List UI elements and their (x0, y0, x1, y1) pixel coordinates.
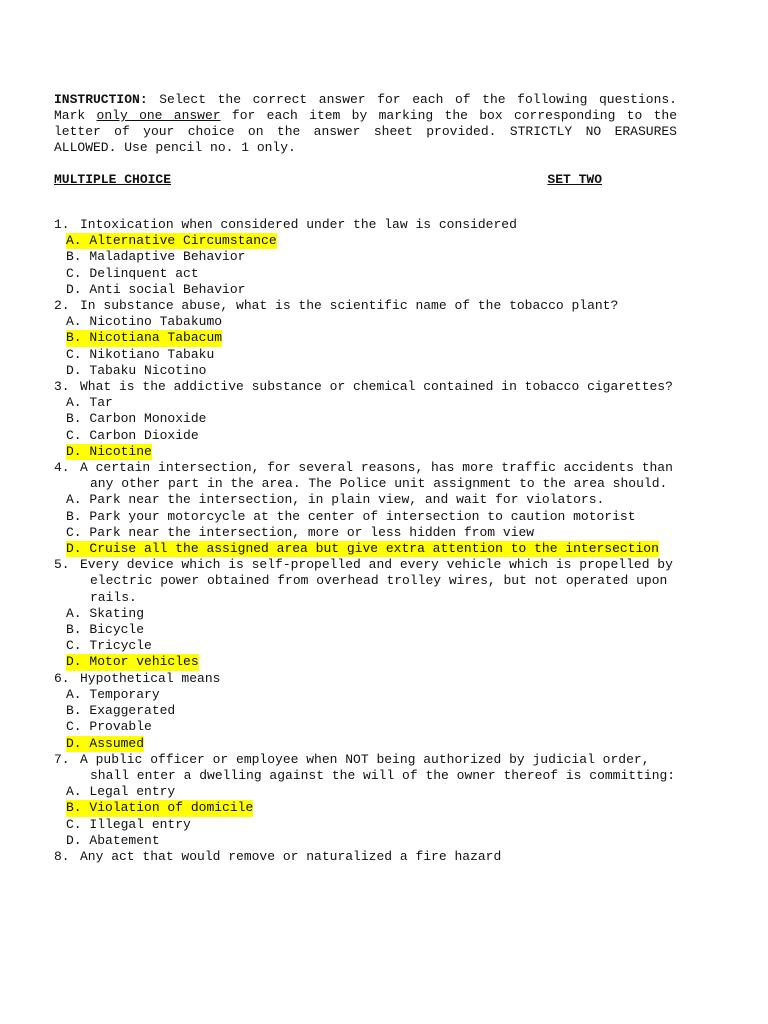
answer-choice-highlighted (66, 444, 666, 460)
answer-text: Tricycle (89, 638, 152, 654)
answer-letter: B. (66, 249, 82, 265)
answer-choice (66, 784, 666, 800)
answer-text: Delinquent act (89, 265, 199, 281)
answer-text: Bicycle (89, 622, 145, 638)
answer-text: Legal entry (89, 784, 176, 800)
answer-choice-content (66, 719, 152, 735)
answer-letter: D. (66, 735, 82, 751)
answer-letter: B. (66, 330, 82, 346)
question-row (54, 557, 694, 606)
answer-choice-highlighted (66, 654, 666, 670)
question-list (54, 217, 694, 865)
question-item (54, 460, 694, 557)
answer-choice-highlighted (66, 233, 666, 249)
answer-choice-content (66, 654, 199, 670)
answer-choice-content (66, 282, 245, 298)
answer-choice-content (66, 395, 113, 411)
question-number: 3. (54, 379, 70, 395)
answer-choice-content (66, 249, 245, 265)
answer-letter: C. (66, 524, 82, 540)
instruction-text-before: Select the correct answer for each of the following questions. Mark (54, 92, 677, 123)
answer-text: Carbon Dioxide (89, 427, 199, 443)
answer-text: Abatement (89, 832, 160, 848)
question-item (54, 849, 694, 865)
answer-letter: C. (66, 265, 82, 281)
answer-letter: D. (66, 281, 82, 297)
answer-choice (66, 509, 666, 525)
answer-choice-content (66, 817, 191, 833)
question-row (54, 849, 694, 865)
question-text: Every device which is self-propelled and every vehicle which is propelled by electric power obtained from overhead trolley wires, but not operated upon rails. (80, 557, 673, 605)
answer-choice-content (66, 606, 144, 622)
question-number: 7. (54, 751, 70, 767)
question-number: 2. (54, 298, 70, 314)
question-text: A certain intersection, for several reasons, has more traffic accidents than any other part in the area. The Police unit assignment to the area should. (80, 460, 673, 492)
answer-choice-content (66, 703, 175, 719)
answer-choice-highlighted (66, 330, 666, 346)
answer-text: Illegal entry (89, 816, 191, 832)
question-item (54, 379, 694, 460)
question-text: Any act that would remove or naturalized a fire hazard (80, 848, 502, 864)
answer-choice-content (66, 492, 604, 508)
answer-text: Provable (89, 719, 152, 735)
answer-letter: A. (66, 686, 82, 702)
answer-choice-highlighted (66, 800, 666, 816)
answer-letter: B. (66, 508, 82, 524)
answer-letter: C. (66, 346, 82, 362)
question-row (54, 217, 694, 233)
question-row (54, 460, 694, 492)
answer-choice-content (66, 428, 199, 444)
answer-choice (66, 817, 666, 833)
answer-letter: D. (66, 443, 82, 459)
answer-choice (66, 638, 666, 654)
answer-letter: A. (66, 314, 82, 330)
answer-choice (66, 703, 666, 719)
section-heading-set: SET TWO (547, 172, 602, 187)
answer-letter: C. (66, 719, 82, 735)
answer-choice-content (66, 266, 199, 282)
question-row (54, 379, 694, 395)
section-heading-multiple-choice: MULTIPLE CHOICE (54, 172, 172, 187)
question-item (54, 298, 694, 379)
answer-choice (66, 395, 666, 411)
question-row (54, 752, 694, 784)
answer-choice (66, 363, 666, 379)
answer-choice (66, 606, 666, 622)
instruction-underlined-text: only one answer (96, 108, 221, 123)
answer-choice-content (66, 638, 152, 654)
question-item (54, 671, 694, 752)
question-text: A public officer or employee when NOT being authorized by judicial order, shall enter a dwelling against the will of the owner thereof is committing: (80, 751, 676, 783)
answer-text: Nikotiano Tabaku (89, 346, 215, 362)
answer-choice (66, 833, 666, 849)
answer-letter: D. (66, 832, 82, 848)
answer-text: Violation of domicile (89, 800, 254, 816)
question-row (54, 671, 694, 687)
answer-text: Anti social Behavior (89, 281, 246, 297)
question-item (54, 752, 694, 849)
question-number: 8. (54, 848, 70, 864)
answer-choice-content (66, 314, 222, 330)
answer-choice-content (66, 800, 253, 816)
answer-text: Assumed (89, 735, 145, 751)
question-row (54, 298, 694, 314)
answer-choice (66, 687, 666, 703)
answer-text: Motor vehicles (89, 654, 199, 670)
answer-text: Alternative Circumstance (89, 233, 277, 249)
answer-letter: D. (66, 362, 82, 378)
answer-choice-content (66, 509, 636, 525)
answer-choice-highlighted (66, 541, 666, 557)
answer-choice-content (66, 622, 144, 638)
answer-choice-content (66, 233, 277, 249)
answer-letter: B. (66, 411, 82, 427)
answer-letter: C. (66, 427, 82, 443)
answer-choice-content (66, 736, 144, 752)
question-text: In substance abuse, what is the scientific name of the tobacco plant? (80, 298, 619, 314)
question-item (54, 217, 694, 298)
answer-choice-content (66, 363, 206, 379)
answer-text: Nicotine (89, 443, 152, 459)
answer-letter: C. (66, 816, 82, 832)
question-number: 6. (54, 670, 70, 686)
answer-text: Park near the intersection, more or less hidden from view (89, 524, 535, 540)
answer-letter: A. (66, 492, 82, 508)
answer-choice-content (66, 784, 175, 800)
answer-text: Park your motorcycle at the center of intersection to caution motorist (89, 508, 636, 524)
answer-letter: B. (66, 800, 82, 816)
question-text: Hypothetical means (80, 670, 221, 686)
answer-choice (66, 428, 666, 444)
question-number: 1. (54, 217, 70, 232)
question-number: 5. (54, 557, 70, 573)
answer-choice-highlighted (66, 736, 666, 752)
answer-letter: D. (66, 654, 82, 670)
answer-letter: A. (66, 395, 82, 411)
answer-choice-content (66, 833, 160, 849)
answer-letter: B. (66, 622, 82, 638)
instruction-label: INSTRUCTION: (54, 92, 148, 107)
answer-text: Exaggerated (89, 703, 176, 719)
answer-choice (66, 525, 666, 541)
answer-choice-content (66, 541, 659, 557)
answer-choice-content (66, 444, 152, 460)
answer-choice (66, 314, 666, 330)
instruction-text-after: for each item by marking the box corresponding to the letter of your choice on the answer sheet provided. STRICTLY NO ERASURES ALLOWED. Use pencil no. 1 only. (54, 108, 677, 155)
answer-text: Maladaptive Behavior (89, 249, 246, 265)
answer-choice-content (66, 347, 214, 363)
answer-choice (66, 282, 666, 298)
answer-letter: B. (66, 703, 82, 719)
answer-choice (66, 719, 666, 735)
question-text: What is the addictive substance or chemical contained in tobacco cigarettes? (80, 379, 673, 395)
answer-text: Tar (89, 395, 113, 411)
instruction-paragraph (54, 92, 677, 156)
answer-choice (66, 622, 666, 638)
answer-letter: A. (66, 605, 82, 621)
answer-choice (66, 249, 666, 265)
answer-letter: A. (66, 784, 82, 800)
answer-text: Park near the intersection, in plain view, and wait for violators. (89, 492, 605, 508)
answer-letter: D. (66, 541, 82, 557)
question-number: 4. (54, 460, 70, 476)
answer-choice-content (66, 525, 534, 541)
answer-text: Skating (89, 605, 145, 621)
answer-letter: A. (66, 233, 82, 249)
answer-text: Nicotiana Tabacum (89, 330, 223, 346)
answer-text: Nicotino Tabakumo (89, 314, 223, 330)
answer-choice-content (66, 330, 222, 346)
question-text: Intoxication when considered under the law is considered (80, 217, 517, 232)
answer-choice-content (66, 687, 160, 703)
answer-text: Cruise all the assigned area but give extra attention to the intersection (89, 541, 659, 557)
question-item (54, 557, 694, 670)
answer-choice-content (66, 411, 206, 427)
answer-choice (66, 411, 666, 427)
answer-choice (66, 266, 666, 282)
answer-choice (66, 492, 666, 508)
answer-text: Temporary (89, 686, 160, 702)
answer-text: Carbon Monoxide (89, 411, 207, 427)
answer-text: Tabaku Nicotino (89, 362, 207, 378)
answer-letter: C. (66, 638, 82, 654)
answer-choice (66, 347, 666, 363)
